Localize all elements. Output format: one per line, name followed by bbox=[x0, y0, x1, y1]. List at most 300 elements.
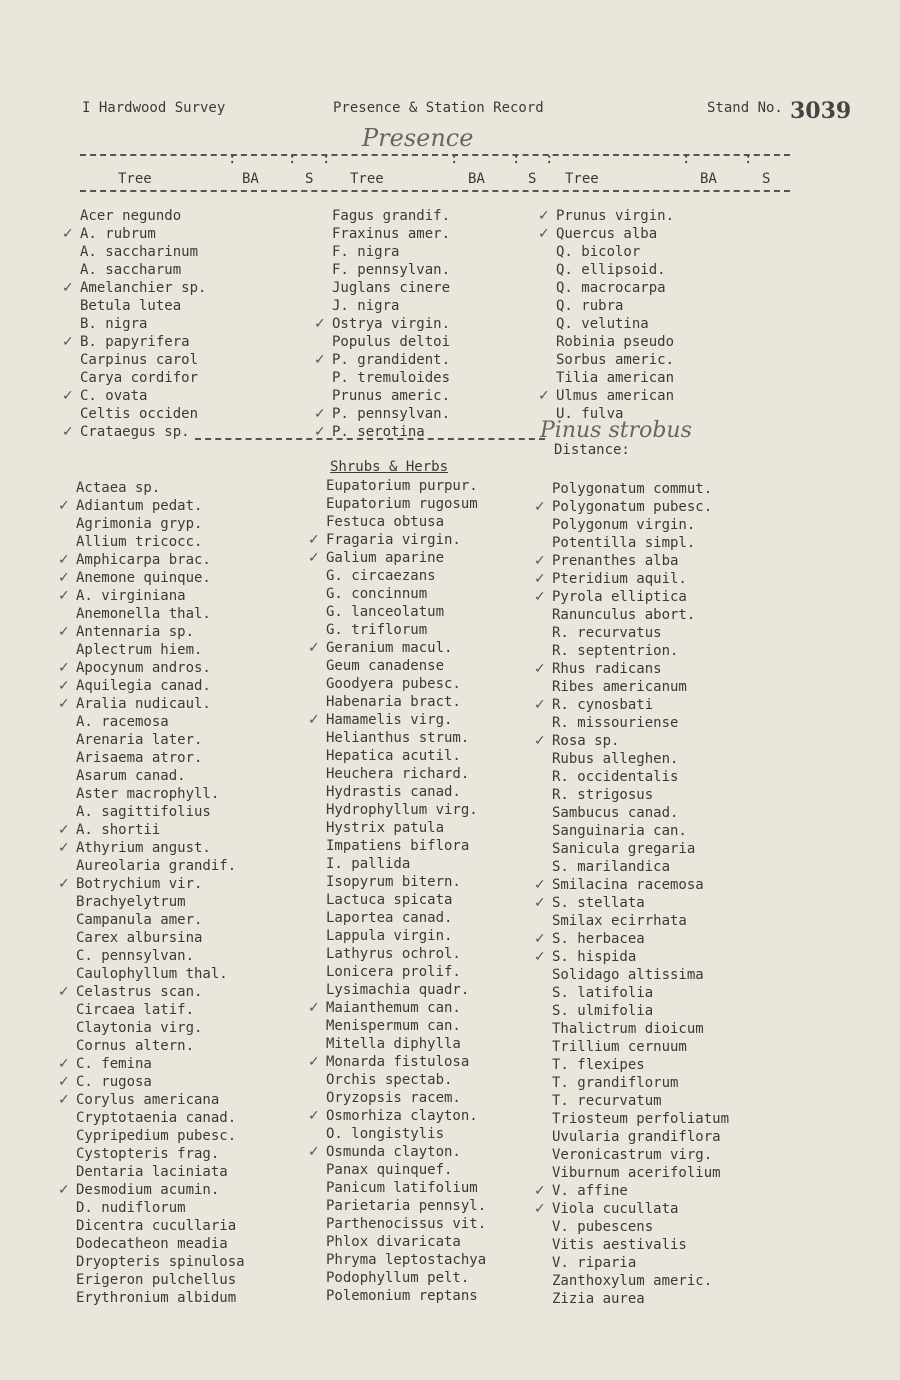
species-name: Fagus grandif. bbox=[332, 208, 451, 224]
species-name: D. nudiflorum bbox=[76, 1200, 186, 1216]
species-name: Zizia aurea bbox=[552, 1291, 645, 1307]
species-name: Hystrix patula bbox=[326, 820, 445, 836]
species-row bbox=[552, 750, 729, 768]
species-row bbox=[552, 1164, 729, 1182]
species-name: Uvularia grandiflora bbox=[552, 1129, 721, 1145]
species-name: Acer negundo bbox=[80, 208, 182, 224]
species-name: Polemonium reptans bbox=[326, 1288, 478, 1304]
species-row bbox=[552, 912, 729, 930]
species-name: Q. bicolor bbox=[556, 244, 641, 260]
species-row bbox=[556, 351, 674, 369]
species-row bbox=[556, 369, 674, 387]
species-name: V. riparia bbox=[552, 1255, 637, 1271]
header-tree-1: Tree bbox=[118, 171, 152, 187]
species-row bbox=[76, 1109, 245, 1127]
species-name: Lactuca spicata bbox=[326, 892, 453, 908]
check-mark-icon: ✓ bbox=[58, 822, 70, 838]
species-row bbox=[534, 660, 729, 678]
species-row bbox=[58, 551, 245, 569]
species-row bbox=[76, 1289, 245, 1307]
species-name: Ulmus american bbox=[556, 388, 675, 404]
species-row bbox=[76, 1001, 245, 1019]
species-row bbox=[314, 315, 451, 333]
species-name: Phryma leptostachya bbox=[326, 1252, 487, 1268]
species-name: Osmunda clayton. bbox=[326, 1144, 461, 1160]
check-mark-icon: ✓ bbox=[58, 984, 70, 1000]
species-name: Q. rubra bbox=[556, 298, 624, 314]
survey-title: I Hardwood Survey bbox=[82, 100, 226, 116]
species-row bbox=[58, 983, 245, 1001]
species-name: Smilacina racemosa bbox=[552, 877, 704, 893]
species-name: Aquilegia canad. bbox=[76, 678, 211, 694]
species-name: Dentaria laciniata bbox=[76, 1164, 228, 1180]
species-name: T. grandiflorum bbox=[552, 1075, 679, 1091]
species-row bbox=[538, 207, 675, 225]
species-name: B. nigra bbox=[80, 316, 148, 332]
check-mark-icon: ✓ bbox=[538, 226, 550, 242]
species-row bbox=[534, 732, 729, 750]
species-name: S. marilandica bbox=[552, 859, 671, 875]
species-row bbox=[326, 837, 486, 855]
species-name: Rubus alleghen. bbox=[552, 751, 679, 767]
species-name: Hepatica acutil. bbox=[326, 748, 461, 764]
species-row bbox=[76, 479, 245, 497]
species-row bbox=[332, 207, 450, 225]
species-row bbox=[326, 477, 486, 495]
species-name: G. circaezans bbox=[326, 568, 436, 584]
species-name: Monarda fistulosa bbox=[326, 1054, 470, 1070]
species-name: R. missouriense bbox=[552, 715, 679, 731]
species-row bbox=[332, 279, 450, 297]
species-row bbox=[552, 1236, 729, 1254]
species-name: Adiantum pedat. bbox=[76, 498, 203, 514]
check-mark-icon: ✓ bbox=[62, 388, 74, 404]
species-row bbox=[76, 947, 245, 965]
species-row bbox=[534, 930, 729, 948]
species-row bbox=[552, 1092, 729, 1110]
survey-sheet: I Hardwood Survey Presence & Station Record Stand No. 3039 Presence : : : : : : : : Tree BA S Tree BA S Tree BA S Acer negundo ✓ A. rubrum A. saccharinum A. saccharum ✓ Amelanchier sp. Betula lutea B. nigra ✓ B. papyrifera Carpinus carol Carya cordifor ✓ C. ovata Celtis occiden ✓ Crataegus sp. Fagus grandif. Fraxinus amer. F. nigra F. pennsylvan. Juglans cinere J. nigra ✓ Ostrya virgin. Populus deltoi ✓ P. grandident. P. tremuloides Prunus americ. ✓ P. pennsylvan. ✓ P. serotina ✓ Prunus virgin. ✓ Quercus alba Q. bicolor Q. ellipsoid. Q. macrocarpa Q. rubra Q. velutina Robinia pseudo Sorbus americ. Tilia american ✓ Ulmus american U. fulva Pinus strobus Distance: Shrubs & Herbs Actaea sp. ✓ Adiantum pedat. Agrimonia gryp. Allium tricocc. ✓ Amphicarpa brac. ✓ Anemone quinque. ✓ A. virginiana Anemonella thal. ✓ Antennaria sp. Aplectrum hiem. ✓ Apocynum andros. ✓ Aquilegia canad. ✓ Aralia nudicaul. A. racemosa Arenaria later. Arisaema atror. Asarum canad. Aster macrophyll. A. sagittifolius ✓ A. shortii ✓ Athyrium angust. Aureolaria grandif. ✓ Botrychium vir. Brachyelytrum Campanula amer. Carex albursina C. pennsylvan. Caulophyllum thal. ✓ Celastrus scan. Circaea latif. Claytonia virg. Cornus altern. ✓ C. femina ✓ C. rugosa ✓ Corylus americana Cryptotaenia canad. Cypripedium pubesc. Cystopteris frag. Dentaria laciniata ✓ Desmodium acumin. D. nudiflorum Dicentra cucullaria Dodecatheon meadia Dryopteris spinulosa Erigeron pulchellus Erythronium albidum Eupatorium purpur. Eupatorium rugosum Festuca obtusa ✓ Fragaria virgin. ✓ Galium aparine G. circaezans G. concinnum G. lanceolatum G. triflorum ✓ Geranium macul. Geum canadense Goodyera pubesc. Habenaria bract. ✓ Hamamelis virg. Helianthus strum. Hepatica acutil. Heuchera richard. Hydrastis canad. Hydrophyllum virg. Hystrix patula Impatiens biflora I. pallida Isopyrum bitern. Lactuca spicata Laportea canad. Lappula virgin. Lathyrus ochrol. Lonicera prolif. Lysimachia quadr. ✓ Maianthemum can. Menispermum can. Mitella diphylla ✓ Monarda fistulosa Orchis spectab. Oryzopsis racem. ✓ Osmorhiza clayton. O. longistylis ✓ Osmunda clayton. Panax quinquef. Panicum latifolium Parietaria pennsyl. Parthenocissus vit. Phlox divaricata Phryma leptostachya Podophyllum pelt. Polemonium reptans Polygonatum commut. ✓ Polygonatum pubesc. Polygonum virgin. Potentilla simpl. ✓ Prenanthes alba ✓ Pteridium aquil. ✓ Pyrola elliptica Ranunculus abort. R. recurvatus R. septentrion. ✓ Rhus radicans Ribes americanum ✓ R. cynosbati R. missouriense ✓ Rosa sp. Rubus alleghen. R. occidentalis R. strigosus Sambucus canad. Sanguinaria can. Sanicula gregaria S. marilandica ✓ Smilacina racemosa ✓ S. stellata Smilax ecirrhata ✓ S. herbacea ✓ S. hispida Solidago altissima S. latifolia S. ulmifolia Thalictrum dioicum Trillium cernuum T. flexipes T. grandiflorum T. recurvatum Triosteum perfoliatum Uvularia grandiflora Veronicastrum virg. Viburnum acerifolium ✓ V. affine ✓ Viola cucullata V. pubescens Vitis aestivalis V. riparia Zanthoxylum americ. Zizia aurea bbox=[58, 98, 852, 1307]
species-name: Tilia american bbox=[556, 370, 675, 386]
check-mark-icon: ✓ bbox=[534, 1201, 546, 1217]
species-name: Caulophyllum thal. bbox=[76, 966, 228, 982]
species-row bbox=[58, 839, 245, 857]
species-name: C. pennsylvan. bbox=[76, 948, 195, 964]
species-row bbox=[534, 498, 729, 516]
check-mark-icon: ✓ bbox=[58, 552, 70, 568]
species-row bbox=[332, 243, 450, 261]
species-name: A. saccharinum bbox=[80, 244, 199, 260]
species-name: Polygonatum pubesc. bbox=[552, 499, 713, 515]
species-row bbox=[552, 822, 729, 840]
species-name: Sanicula gregaria bbox=[552, 841, 696, 857]
species-row bbox=[76, 533, 245, 551]
species-row bbox=[58, 1073, 245, 1091]
species-name: A. racemosa bbox=[76, 714, 169, 730]
species-row bbox=[326, 945, 486, 963]
species-row bbox=[58, 623, 245, 641]
species-name: Prunus americ. bbox=[332, 388, 451, 404]
species-row bbox=[58, 1055, 245, 1073]
species-name: Helianthus strum. bbox=[326, 730, 470, 746]
species-row bbox=[308, 531, 486, 549]
species-row bbox=[76, 713, 245, 731]
species-name: Rhus radicans bbox=[552, 661, 662, 677]
species-name: R. strigosus bbox=[552, 787, 654, 803]
species-name: Aster macrophyll. bbox=[76, 786, 220, 802]
species-name: Eupatorium rugosum bbox=[326, 496, 478, 512]
species-row bbox=[332, 225, 450, 243]
species-row bbox=[326, 1179, 486, 1197]
species-row bbox=[326, 495, 486, 513]
herb-column-2 bbox=[308, 477, 487, 1305]
species-name: Carya cordifor bbox=[80, 370, 199, 386]
check-mark-icon: ✓ bbox=[58, 588, 70, 604]
species-row bbox=[326, 801, 486, 819]
check-mark-icon: ✓ bbox=[62, 280, 74, 296]
species-row bbox=[326, 729, 486, 747]
species-name: Carpinus carol bbox=[80, 352, 199, 368]
header-ba-1: BA bbox=[242, 171, 259, 187]
species-row bbox=[326, 765, 486, 783]
check-mark-icon: ✓ bbox=[534, 733, 546, 749]
handwritten-pinus-strobus: Pinus strobus bbox=[540, 418, 692, 443]
herb-column-3 bbox=[534, 480, 730, 1308]
species-row bbox=[326, 1161, 486, 1179]
species-name: Agrimonia gryp. bbox=[76, 516, 203, 532]
species-row bbox=[80, 315, 206, 333]
species-name: Apocynum andros. bbox=[76, 660, 211, 676]
species-row bbox=[62, 279, 207, 297]
species-row bbox=[76, 803, 245, 821]
header-rule-bottom bbox=[80, 190, 790, 192]
species-name: Menispermum can. bbox=[326, 1018, 461, 1034]
species-row bbox=[534, 876, 729, 894]
species-row bbox=[556, 333, 674, 351]
species-name: Polygonum virgin. bbox=[552, 517, 696, 533]
species-name: S. hispida bbox=[552, 949, 637, 965]
species-row bbox=[534, 588, 729, 606]
species-row bbox=[76, 1217, 245, 1235]
species-row bbox=[80, 243, 206, 261]
species-row bbox=[58, 875, 245, 893]
species-row bbox=[552, 1272, 729, 1290]
species-name: Galium aparine bbox=[326, 550, 445, 566]
species-name: R. occidentalis bbox=[552, 769, 679, 785]
check-mark-icon: ✓ bbox=[58, 498, 70, 514]
species-name: Aureolaria grandif. bbox=[76, 858, 237, 874]
species-row bbox=[58, 821, 245, 839]
species-row bbox=[326, 693, 486, 711]
species-name: Triosteum perfoliatum bbox=[552, 1111, 730, 1127]
species-row bbox=[326, 621, 486, 639]
species-row bbox=[326, 1125, 486, 1143]
species-name: Antennaria sp. bbox=[76, 624, 195, 640]
species-name: Cornus altern. bbox=[76, 1038, 195, 1054]
species-row bbox=[76, 1019, 245, 1037]
species-row bbox=[326, 1269, 486, 1287]
species-row bbox=[76, 1199, 245, 1217]
species-row bbox=[552, 606, 729, 624]
herb-column-1 bbox=[58, 479, 245, 1307]
species-row bbox=[556, 297, 674, 315]
species-name: Botrychium vir. bbox=[76, 876, 203, 892]
species-name: Lonicera prolif. bbox=[326, 964, 461, 980]
species-row bbox=[62, 225, 206, 243]
species-row bbox=[556, 315, 674, 333]
species-row bbox=[556, 279, 674, 297]
species-name: Laportea canad. bbox=[326, 910, 453, 926]
species-row bbox=[556, 261, 674, 279]
species-name: R. recurvatus bbox=[552, 625, 662, 641]
species-name: Q. ellipsoid. bbox=[556, 262, 666, 278]
species-name: C. ovata bbox=[80, 388, 148, 404]
species-row bbox=[538, 225, 674, 243]
check-mark-icon: ✓ bbox=[308, 712, 320, 728]
species-row bbox=[326, 1071, 486, 1089]
species-row bbox=[326, 1287, 486, 1305]
species-name: Isopyrum bitern. bbox=[326, 874, 461, 890]
species-row bbox=[58, 677, 245, 695]
species-name: Polygonatum commut. bbox=[552, 481, 713, 497]
species-row bbox=[76, 965, 245, 983]
species-name: Rosa sp. bbox=[552, 733, 620, 749]
check-mark-icon: ✓ bbox=[534, 697, 546, 713]
species-row bbox=[552, 840, 729, 858]
species-row bbox=[58, 1091, 245, 1109]
species-name: T. flexipes bbox=[552, 1057, 645, 1073]
species-row bbox=[326, 909, 486, 927]
species-row bbox=[76, 1271, 245, 1289]
species-name: Panax quinquef. bbox=[326, 1162, 453, 1178]
check-mark-icon: ✓ bbox=[538, 208, 550, 224]
check-mark-icon: ✓ bbox=[58, 570, 70, 586]
species-name: S. stellata bbox=[552, 895, 645, 911]
species-row bbox=[326, 783, 486, 801]
check-mark-icon: ✓ bbox=[534, 949, 546, 965]
species-row bbox=[332, 333, 450, 351]
species-row bbox=[534, 894, 729, 912]
species-row bbox=[552, 480, 729, 498]
species-name: Fraxinus amer. bbox=[332, 226, 451, 242]
record-title: Presence & Station Record bbox=[333, 100, 544, 116]
tree-column-2 bbox=[314, 207, 451, 441]
species-name: J. nigra bbox=[332, 298, 400, 314]
stand-number: 3039 bbox=[790, 98, 852, 124]
species-row bbox=[58, 659, 245, 677]
species-name: Allium tricocc. bbox=[76, 534, 203, 550]
species-name: Corylus americana bbox=[76, 1092, 220, 1108]
species-name: Sorbus americ. bbox=[556, 352, 675, 368]
species-name: A. sagittifolius bbox=[76, 804, 211, 820]
check-mark-icon: ✓ bbox=[308, 1054, 320, 1070]
species-name: Viola cucullata bbox=[552, 1201, 679, 1217]
species-name: Pyrola elliptica bbox=[552, 589, 687, 605]
species-name: Thalictrum dioicum bbox=[552, 1021, 704, 1037]
check-mark-icon: ✓ bbox=[62, 226, 74, 242]
species-row bbox=[326, 1233, 486, 1251]
species-name: A. saccharum bbox=[80, 262, 182, 278]
species-row bbox=[308, 639, 486, 657]
species-name: Goodyera pubesc. bbox=[326, 676, 461, 692]
species-row bbox=[552, 1110, 729, 1128]
species-row bbox=[534, 1200, 729, 1218]
species-row bbox=[308, 1107, 486, 1125]
species-row bbox=[80, 351, 206, 369]
check-mark-icon: ✓ bbox=[308, 640, 320, 656]
species-row bbox=[556, 243, 674, 261]
check-mark-icon: ✓ bbox=[308, 550, 320, 566]
species-name: Sanguinaria can. bbox=[552, 823, 687, 839]
species-name: Carex albursina bbox=[76, 930, 203, 946]
check-mark-icon: ✓ bbox=[534, 661, 546, 677]
species-name: Q. velutina bbox=[556, 316, 649, 332]
species-name: Habenaria bract. bbox=[326, 694, 461, 710]
species-name: S. latifolia bbox=[552, 985, 654, 1001]
species-row bbox=[62, 423, 206, 441]
species-name: V. pubescens bbox=[552, 1219, 654, 1235]
species-name: Celastrus scan. bbox=[76, 984, 203, 1000]
check-mark-icon: ✓ bbox=[58, 1074, 70, 1090]
species-name: Arisaema atror. bbox=[76, 750, 203, 766]
species-row bbox=[332, 387, 450, 405]
species-row bbox=[58, 587, 245, 605]
species-name: Hydrastis canad. bbox=[326, 784, 461, 800]
species-row bbox=[76, 893, 245, 911]
species-row bbox=[552, 1128, 729, 1146]
species-row bbox=[552, 1146, 729, 1164]
check-mark-icon: ✓ bbox=[58, 1056, 70, 1072]
species-row bbox=[76, 1127, 245, 1145]
species-name: Vitis aestivalis bbox=[552, 1237, 687, 1253]
check-mark-icon: ✓ bbox=[58, 1092, 70, 1108]
species-name: Pteridium aquil. bbox=[552, 571, 687, 587]
species-name: Lappula virgin. bbox=[326, 928, 453, 944]
species-name: Hydrophyllum virg. bbox=[326, 802, 478, 818]
species-row bbox=[326, 1251, 486, 1269]
species-row bbox=[552, 516, 729, 534]
species-name: Prenanthes alba bbox=[552, 553, 679, 569]
species-name: Solidago altissima bbox=[552, 967, 704, 983]
species-name: Lysimachia quadr. bbox=[326, 982, 470, 998]
species-row bbox=[534, 696, 729, 714]
species-row bbox=[552, 1056, 729, 1074]
species-row bbox=[76, 785, 245, 803]
species-name: Prunus virgin. bbox=[556, 208, 675, 224]
species-name: Aralia nudicaul. bbox=[76, 696, 211, 712]
check-mark-icon: ✓ bbox=[534, 499, 546, 515]
tree-column-1 bbox=[62, 207, 207, 441]
species-name: Dodecatheon meadia bbox=[76, 1236, 228, 1252]
species-name: Osmorhiza clayton. bbox=[326, 1108, 478, 1124]
species-row bbox=[76, 1235, 245, 1253]
species-name: Phlox divaricata bbox=[326, 1234, 461, 1250]
species-name: Veronicastrum virg. bbox=[552, 1147, 713, 1163]
check-mark-icon: ✓ bbox=[534, 589, 546, 605]
species-row bbox=[552, 678, 729, 696]
check-mark-icon: ✓ bbox=[534, 931, 546, 947]
species-row bbox=[326, 747, 486, 765]
species-row bbox=[308, 1143, 486, 1161]
species-name: Celtis occiden bbox=[80, 406, 199, 422]
species-row bbox=[552, 714, 729, 732]
species-row bbox=[308, 1053, 486, 1071]
species-row bbox=[326, 657, 486, 675]
species-row bbox=[326, 675, 486, 693]
species-row bbox=[534, 570, 729, 588]
header-s-2: S bbox=[528, 171, 537, 187]
check-mark-icon: ✓ bbox=[314, 352, 326, 368]
species-row bbox=[314, 405, 451, 423]
check-mark-icon: ✓ bbox=[58, 624, 70, 640]
check-mark-icon: ✓ bbox=[534, 1183, 546, 1199]
species-name: Ribes americanum bbox=[552, 679, 687, 695]
species-name: Anemonella thal. bbox=[76, 606, 211, 622]
species-name: Cypripedium pubesc. bbox=[76, 1128, 237, 1144]
species-name: Sambucus canad. bbox=[552, 805, 679, 821]
species-name: R. cynosbati bbox=[552, 697, 654, 713]
species-name: Parietaria pennsyl. bbox=[326, 1198, 487, 1214]
species-name: C. femina bbox=[76, 1056, 152, 1072]
species-name: Dicentra cucullaria bbox=[76, 1218, 237, 1234]
species-row bbox=[326, 513, 486, 531]
species-row bbox=[58, 695, 245, 713]
species-name: Asarum canad. bbox=[76, 768, 186, 784]
species-name: U. fulva bbox=[556, 406, 624, 422]
species-name: P. grandident. bbox=[332, 352, 451, 368]
species-row bbox=[58, 1181, 245, 1199]
species-name: B. papyrifera bbox=[80, 334, 190, 350]
species-name: Ostrya virgin. bbox=[332, 316, 451, 332]
species-name: Actaea sp. bbox=[76, 480, 161, 496]
species-row bbox=[552, 1290, 729, 1308]
species-name: Festuca obtusa bbox=[326, 514, 445, 530]
check-mark-icon: ✓ bbox=[314, 406, 326, 422]
species-row bbox=[80, 369, 206, 387]
species-name: Brachyelytrum bbox=[76, 894, 186, 910]
species-name: Podophyllum pelt. bbox=[326, 1270, 470, 1286]
species-row bbox=[58, 497, 245, 515]
species-name: Erythronium albidum bbox=[76, 1290, 237, 1306]
species-row bbox=[80, 261, 206, 279]
species-row bbox=[326, 891, 486, 909]
distance-label: Distance: bbox=[554, 442, 630, 458]
species-name: A. virginiana bbox=[76, 588, 186, 604]
species-name: F. pennsylvan. bbox=[332, 262, 451, 278]
species-name: P. pennsylvan. bbox=[332, 406, 451, 422]
species-name: Zanthoxylum americ. bbox=[552, 1273, 713, 1289]
check-mark-icon: ✓ bbox=[308, 1000, 320, 1016]
header-tree-3: Tree bbox=[565, 171, 599, 187]
species-row bbox=[552, 1002, 729, 1020]
header-ba-3: BA bbox=[700, 171, 717, 187]
species-row bbox=[308, 999, 486, 1017]
species-row bbox=[326, 981, 486, 999]
species-row bbox=[76, 641, 245, 659]
header-tree-2: Tree bbox=[350, 171, 384, 187]
species-row bbox=[552, 786, 729, 804]
species-row bbox=[534, 1182, 729, 1200]
species-name: Hamamelis virg. bbox=[326, 712, 453, 728]
species-name: Orchis spectab. bbox=[326, 1072, 453, 1088]
handwritten-presence: Presence bbox=[362, 124, 474, 152]
species-row bbox=[326, 927, 486, 945]
species-name: Geranium macul. bbox=[326, 640, 453, 656]
species-name: A. rubrum bbox=[80, 226, 156, 242]
species-row bbox=[326, 1017, 486, 1035]
species-row bbox=[76, 767, 245, 785]
check-mark-icon: ✓ bbox=[58, 678, 70, 694]
species-name: Betula lutea bbox=[80, 298, 182, 314]
